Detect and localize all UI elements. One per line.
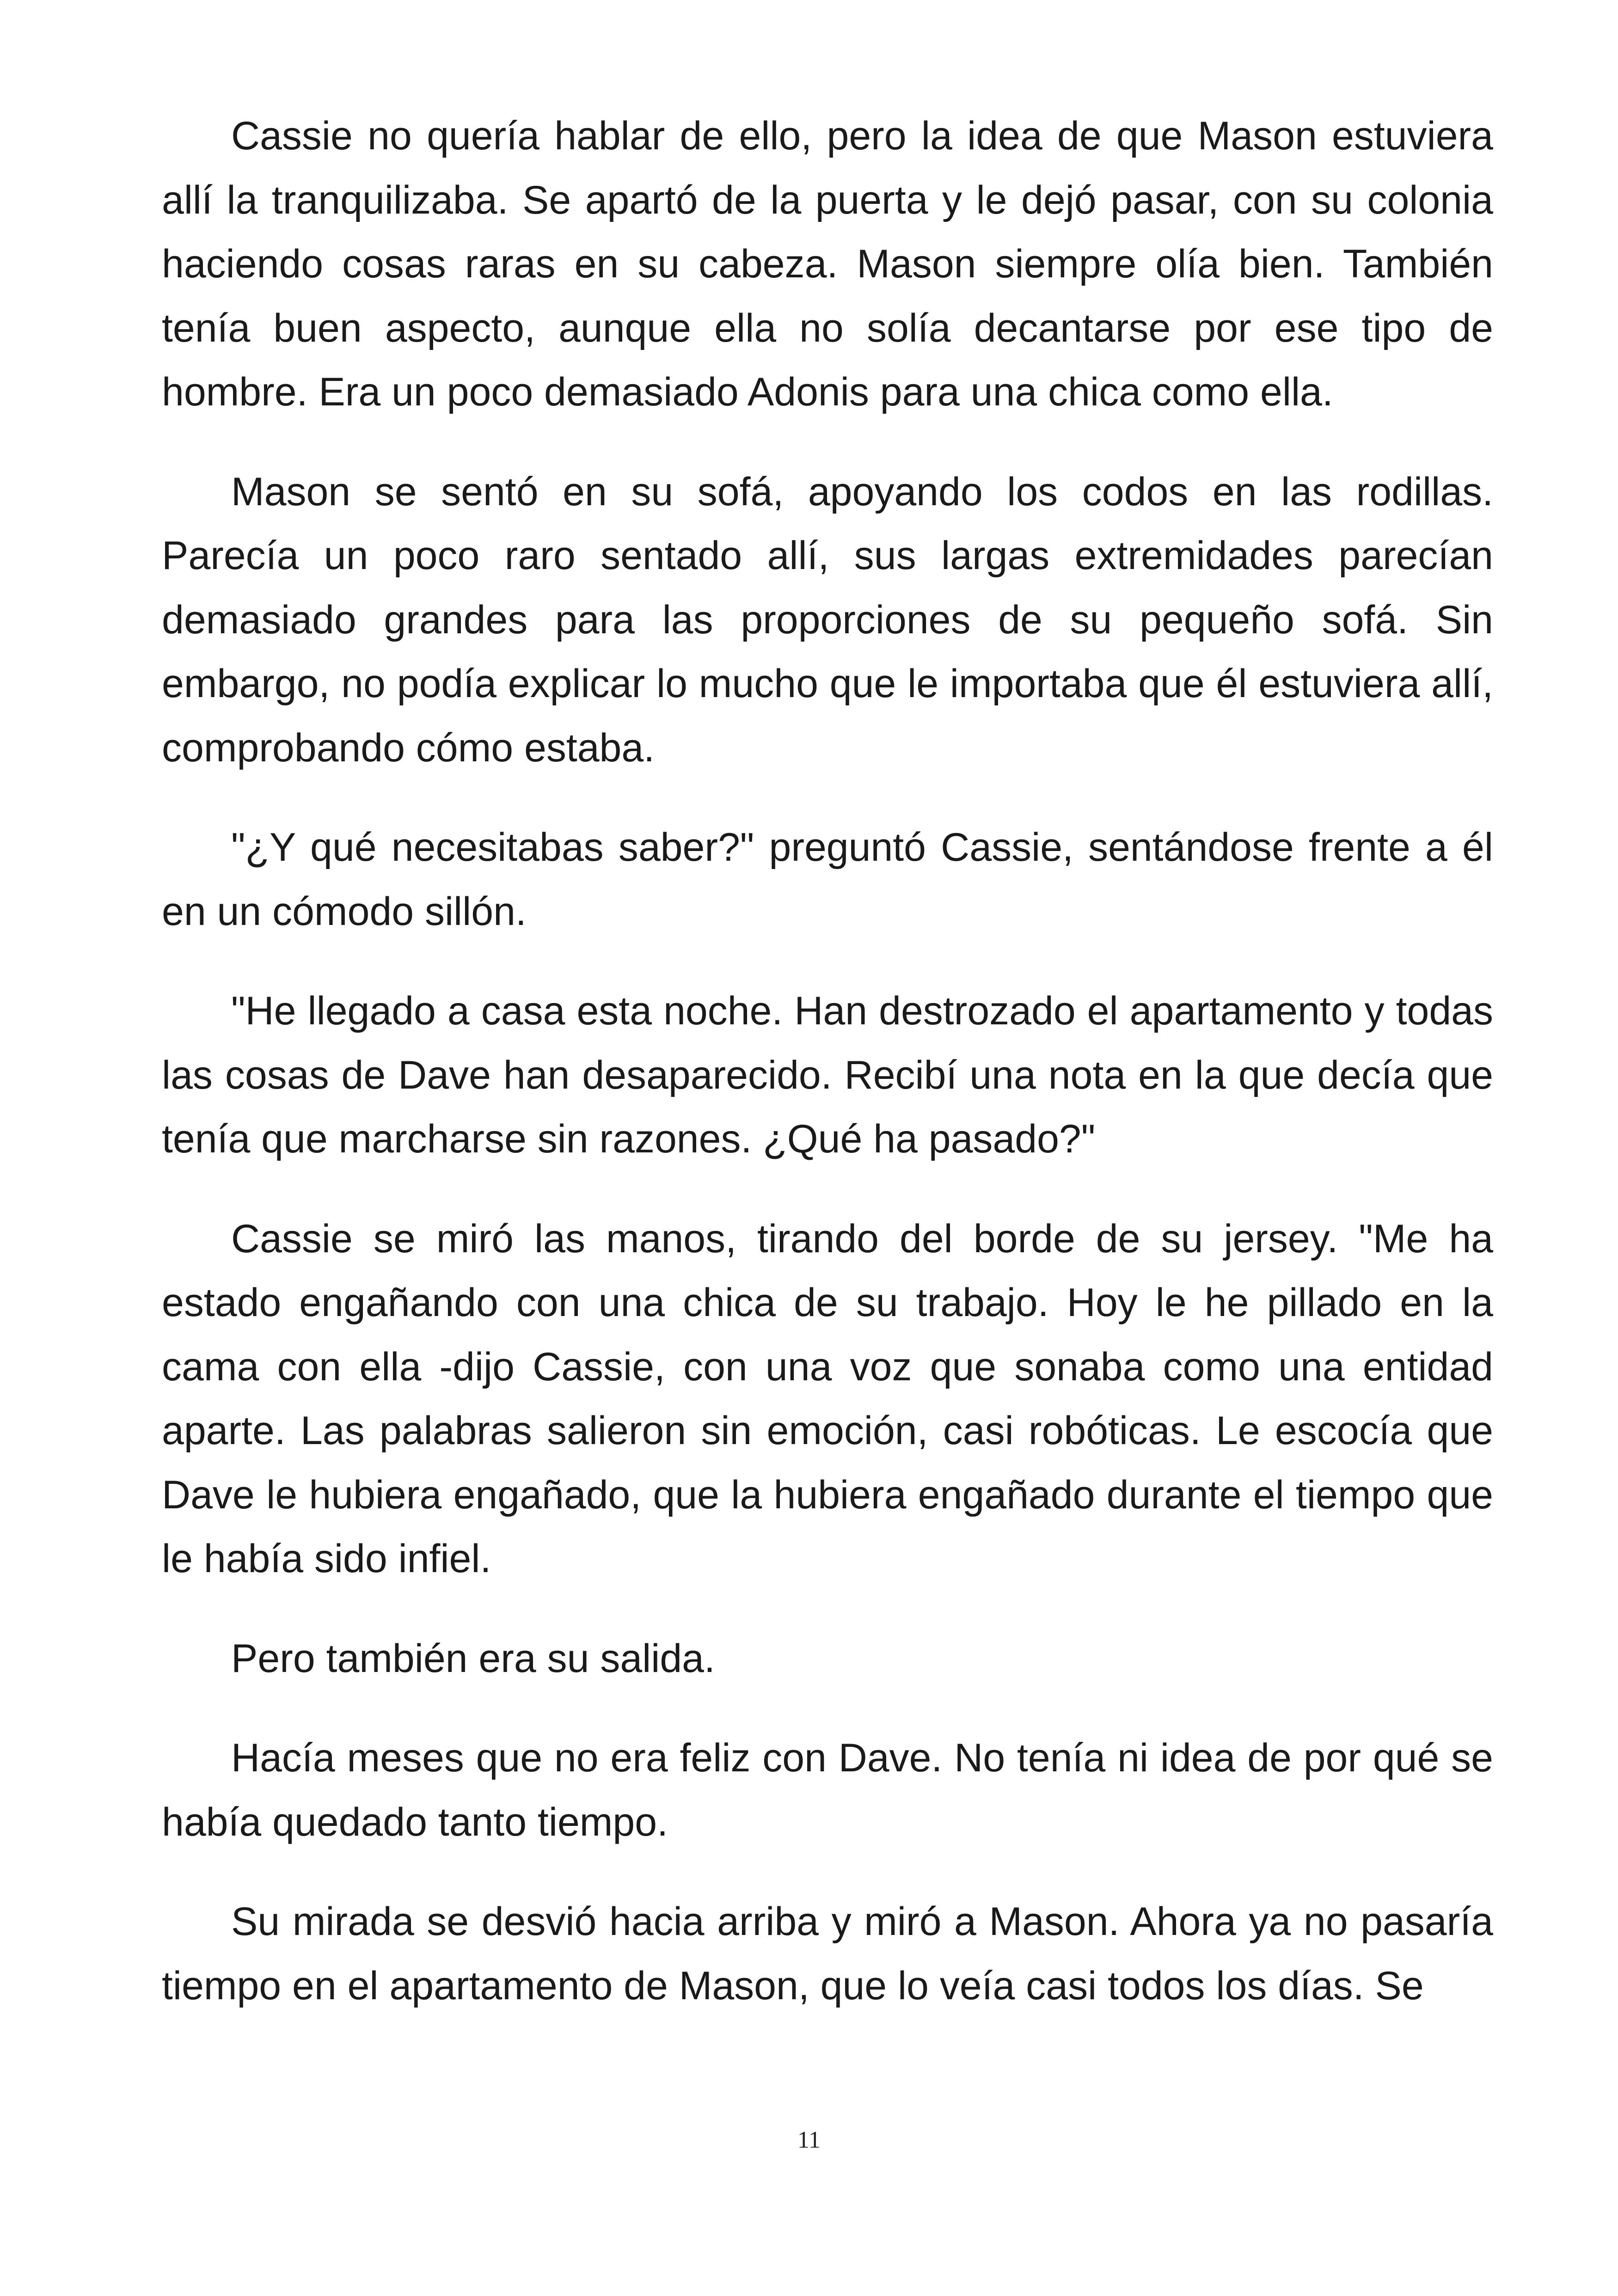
paragraph-2: Mason se sentó en su sofá, apoyando los codos en las rodillas. Parecía un poco raro sentado allí, sus largas extremidades parecían demasiado grandes para las proporciones de su pequeño sofá. Sin embargo, no podía explicar lo mucho que le importaba que él estuviera allí, comprobando cómo estaba. <box>162 469 1493 770</box>
paragraph-3: "¿Y qué necesitabas saber?" preguntó Cassie, sentándose frente a él en un cómodo sillón. <box>162 825 1493 934</box>
paragraph-5: Cassie se miró las manos, tirando del borde de su jersey. "Me ha estado engañando con una chica de su trabajo. Hoy le he pillado en la cama con ella -dijo Cassie, con una voz que sonaba como una entidad aparte. Las palabras salieron sin emoción, casi robóticas. Le escocía que Dave le hubiera engañado, que la hubiera engañado durante el tiempo que le había sido infiel. <box>162 1216 1493 1581</box>
paragraph-6: Pero también era su salida. <box>231 1636 715 1681</box>
paragraph-7: Hacía meses que no era feliz con Dave. No tenía ni idea de por qué se había quedado tanto tiempo. <box>162 1736 1493 1844</box>
body-text <box>162 104 1493 2053</box>
paragraph-4: "He llegado a casa esta noche. Han destrozado el apartamento y todas las cosas de Dave han desaparecido. Recibí una nota en la que decía que tenía que marcharse sin razones. ¿Qué ha pasado?" <box>162 989 1493 1161</box>
paragraph-1: Cassie no quería hablar de ello, pero la idea de que Mason estuviera allí la tranquilizaba. Se apartó de la puerta y le dejó pasar, con su colonia haciendo cosas raras en su cabeza. Mason siempre olía bien. También tenía buen aspecto, aunque ella no solía decantarse por ese tipo de hombre. Era un poco demasiado Adonis para una chica como ella. <box>162 114 1493 414</box>
paragraph-8: Su mirada se desvió hacia arriba y miró a Mason. Ahora ya no pasaría tiempo en el apartamento de Mason, que lo veía casi todos los días. Se <box>162 1899 1493 2008</box>
page-number: 11 <box>797 2127 821 2153</box>
